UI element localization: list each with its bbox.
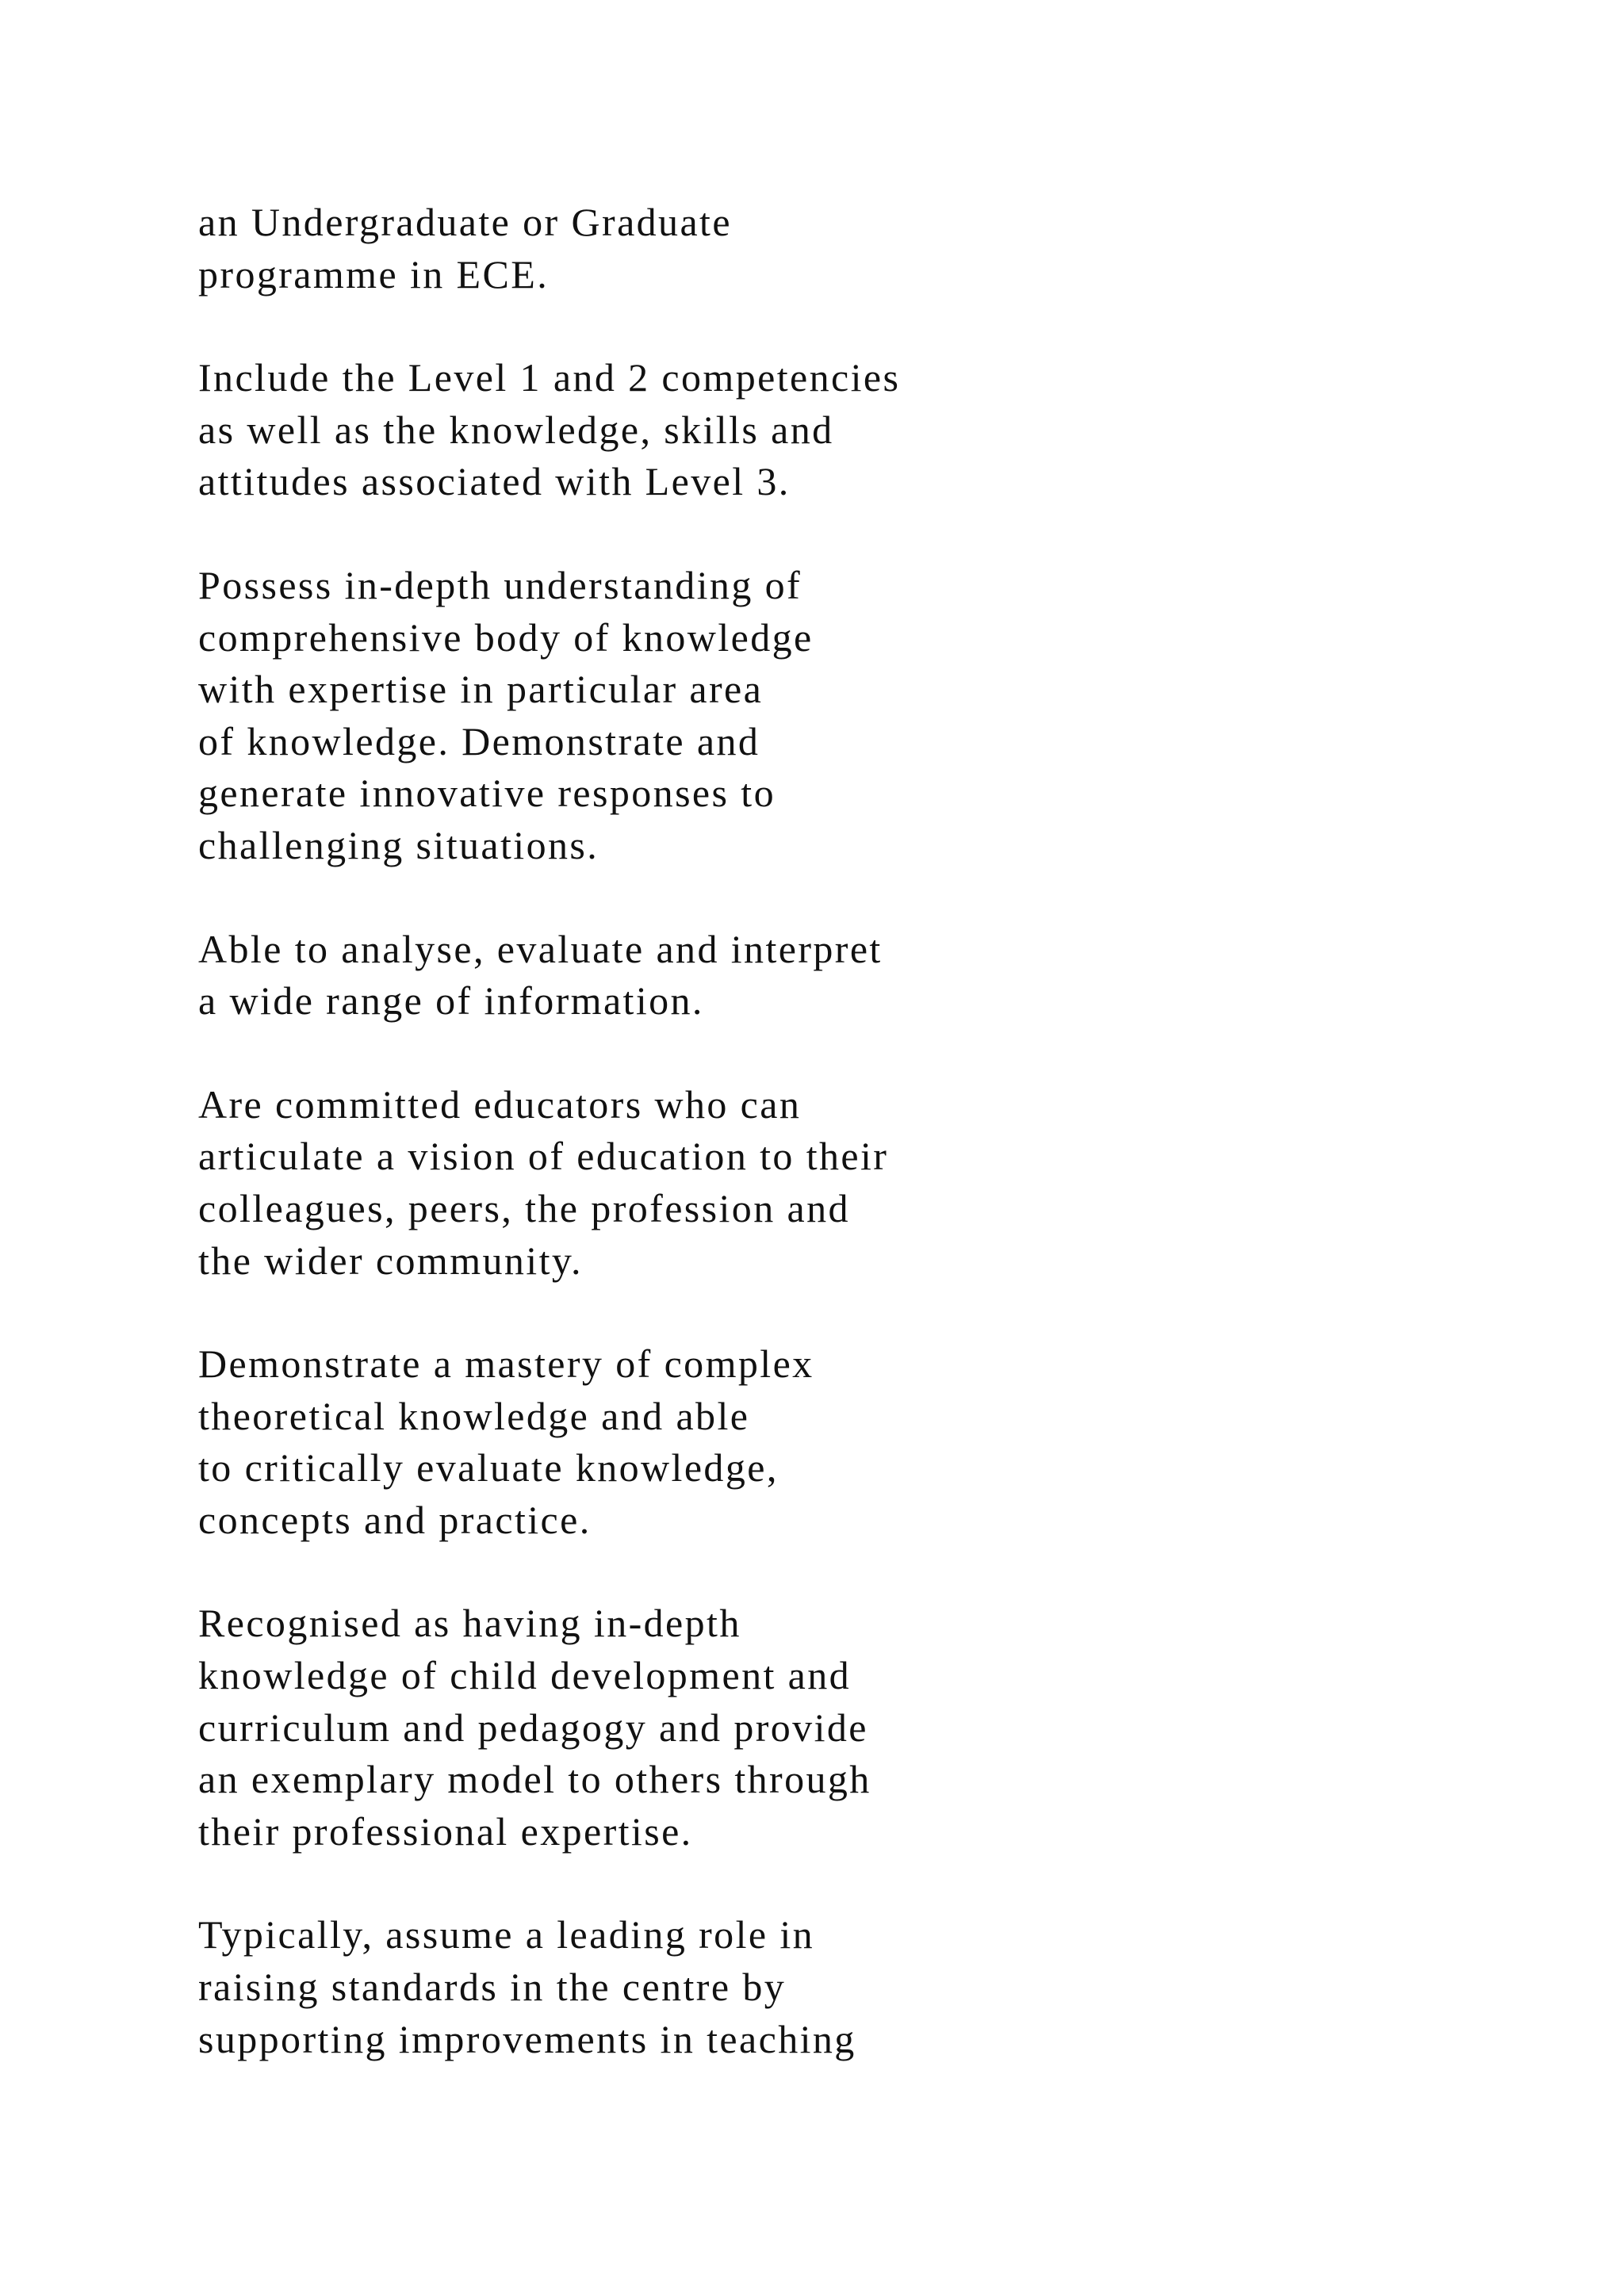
paragraph-committed-educators	[198, 1079, 1546, 1287]
paragraph-competencies	[198, 352, 1546, 508]
text-line: generate innovative responses to	[198, 771, 776, 816]
text-line: to critically evaluate knowledge,	[198, 1445, 779, 1490]
text-line: their professional expertise.	[198, 1808, 693, 1854]
text-line: raising standards in the centre by	[198, 1965, 787, 2010]
text-line: curriculum and pedagogy and provide	[198, 1705, 868, 1750]
document-body	[198, 197, 1546, 2117]
paragraph-understanding	[198, 560, 1546, 872]
text-line: as well as the knowledge, skills and	[198, 407, 834, 452]
paragraph-leading-role	[198, 1909, 1546, 2065]
text-line: a wide range of information.	[198, 978, 704, 1024]
text-line: with expertise in particular area	[198, 667, 764, 712]
text-line: programme in ECE.	[198, 251, 550, 297]
text-line: an exemplary model to others through	[198, 1757, 871, 1802]
paragraph-programme	[198, 197, 1546, 300]
paragraph-mastery	[198, 1338, 1546, 1546]
text-line: supporting improvements in teaching	[198, 2016, 856, 2061]
text-line: Able to analyse, evaluate and interpret	[198, 926, 883, 971]
text-line: comprehensive body of knowledge	[198, 614, 814, 660]
text-line: knowledge of child development and	[198, 1653, 852, 1698]
text-line: Demonstrate a mastery of complex	[198, 1341, 814, 1387]
text-line: Include the Level 1 and 2 competencies	[198, 355, 901, 400]
paragraph-recognised	[198, 1598, 1546, 1858]
text-line: Are committed educators who can	[198, 1081, 802, 1127]
text-line: an Undergraduate or Graduate	[198, 200, 732, 244]
text-line: Possess in-depth understanding of	[198, 562, 802, 607]
text-line: theoretical knowledge and able	[198, 1393, 750, 1438]
text-line: of knowledge. Demonstrate and	[198, 718, 760, 763]
text-line: colleagues, peers, the profession and	[198, 1185, 850, 1230]
text-line: Recognised as having in-depth	[198, 1601, 741, 1646]
text-line: articulate a vision of education to their	[198, 1134, 889, 1179]
text-line: concepts and practice.	[198, 1497, 592, 1542]
text-line: challenging situations.	[198, 822, 599, 867]
paragraph-analyse	[198, 924, 1546, 1027]
text-line: attitudes associated with Level 3.	[198, 459, 791, 504]
text-line: the wider community.	[198, 1238, 583, 1283]
text-line: Typically, assume a leading role in	[198, 1912, 815, 1957]
